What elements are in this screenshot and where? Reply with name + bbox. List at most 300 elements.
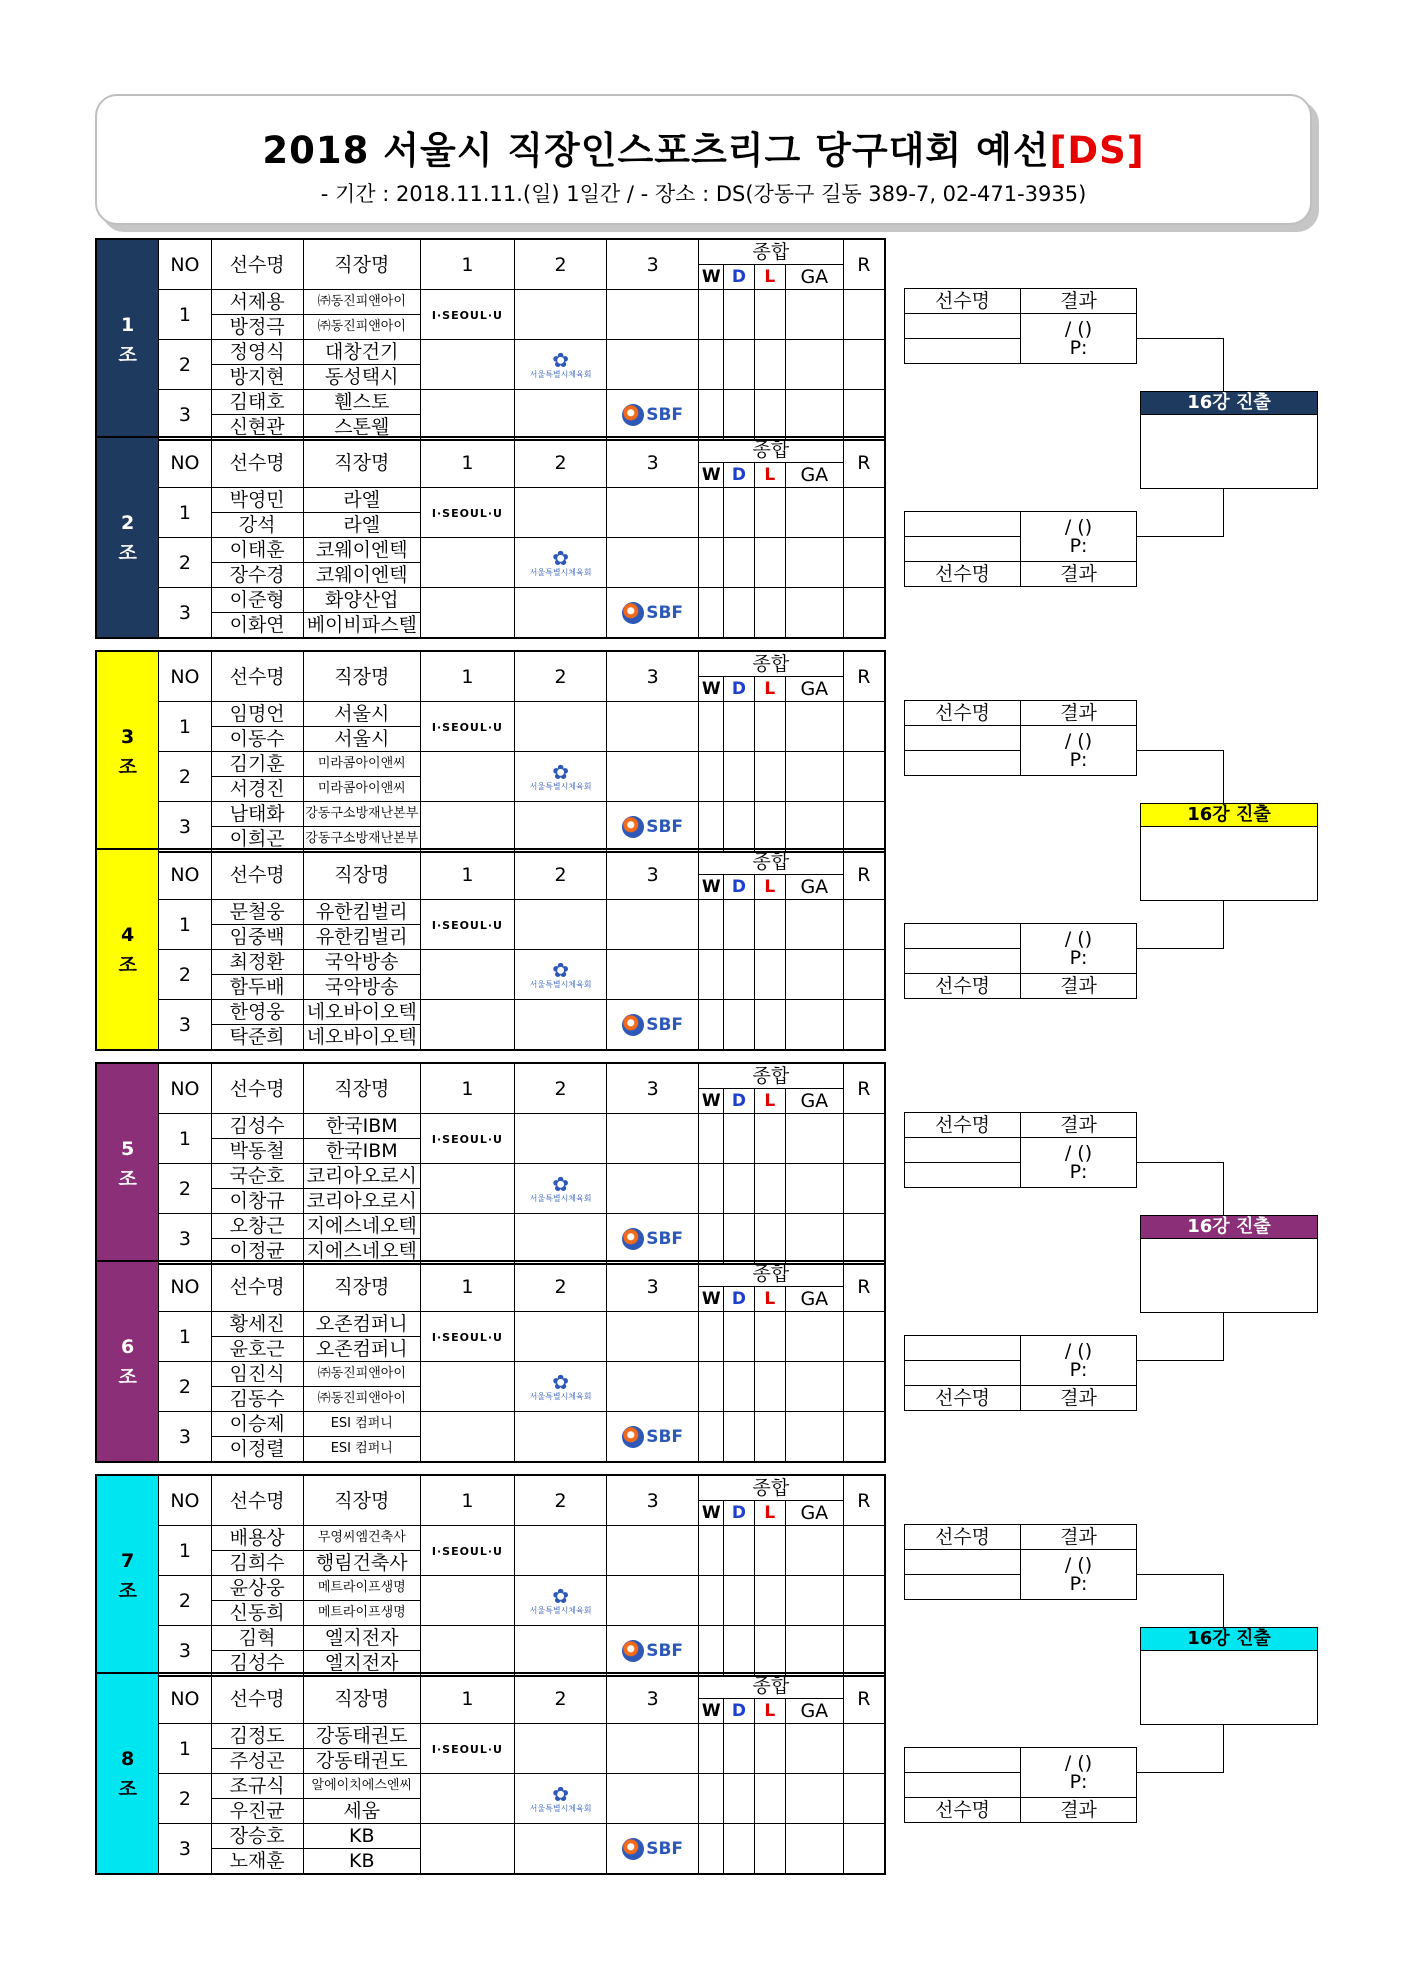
team-no: 1 [159, 1312, 211, 1362]
score-cell[interactable] [515, 1526, 607, 1576]
w-cell[interactable] [699, 1576, 724, 1626]
w-cell[interactable] [699, 1312, 724, 1362]
team-no: 1 [159, 1526, 211, 1576]
bracket-player-cell[interactable] [905, 1361, 1021, 1386]
bracket-player-cell[interactable] [905, 949, 1021, 974]
l-cell[interactable] [754, 588, 785, 639]
l-cell[interactable] [754, 1774, 785, 1824]
score-cell[interactable] [420, 802, 514, 853]
company-name: 미라콤아이앤씨 [303, 777, 420, 802]
col-round-1: 1 [420, 1261, 514, 1312]
l-cell[interactable] [754, 1000, 785, 1051]
ball-icon [622, 1014, 644, 1036]
w-cell[interactable] [699, 1214, 724, 1265]
player-name: 이승제 [211, 1412, 303, 1437]
table-row [96, 390, 885, 415]
bracket-result-cell[interactable]: / () P: [1021, 924, 1137, 974]
group-suffix: 조 [118, 541, 137, 564]
l-cell[interactable] [754, 1526, 785, 1576]
l-cell[interactable] [754, 702, 785, 752]
table-row [96, 1312, 885, 1337]
l-cell[interactable] [754, 390, 785, 441]
player-name: 함두배 [211, 975, 303, 1000]
score-cell[interactable] [515, 1626, 607, 1677]
l-cell[interactable] [754, 538, 785, 588]
rank-cell[interactable] [843, 390, 885, 441]
rank-cell[interactable] [843, 340, 885, 390]
score-cell[interactable] [515, 588, 607, 639]
group-label: 7 조 [96, 1475, 159, 1676]
bracket-player-cell[interactable] [905, 314, 1021, 339]
table-row [96, 1164, 885, 1189]
team-no: 3 [159, 802, 211, 853]
company-name: 휀스토 [303, 390, 420, 415]
self-cell [607, 1000, 699, 1051]
score-cell[interactable] [420, 752, 514, 802]
ball-icon [622, 602, 644, 624]
d-cell[interactable] [724, 390, 754, 441]
ga-cell[interactable] [786, 1526, 844, 1576]
l-cell[interactable] [754, 340, 785, 390]
w-cell[interactable] [699, 802, 724, 853]
col-player: 선수명 [211, 651, 303, 702]
rank-cell[interactable] [843, 1000, 885, 1051]
advance-label: 16강 진출 [1141, 392, 1317, 415]
table-row [96, 752, 885, 777]
w-cell[interactable] [699, 1412, 724, 1463]
w-cell[interactable] [699, 900, 724, 950]
d-cell[interactable] [724, 1526, 754, 1576]
group-table-2 [95, 436, 886, 639]
col-rank: R [843, 1673, 885, 1724]
bracket-player-cell[interactable] [905, 1163, 1021, 1188]
ga-cell[interactable] [786, 488, 844, 538]
group-table-7 [95, 1474, 886, 1677]
rank-cell[interactable] [843, 702, 885, 752]
bracket-player-header: 선수명 [905, 1386, 1021, 1411]
advance-box[interactable] [1140, 1627, 1318, 1725]
col-round-1: 1 [420, 651, 514, 702]
ga-cell[interactable] [786, 1824, 844, 1875]
ga-cell[interactable] [786, 1412, 844, 1463]
w-cell[interactable] [699, 290, 724, 340]
player-name: 장승호 [211, 1824, 303, 1849]
score-cell[interactable] [515, 488, 607, 538]
ga-cell[interactable] [786, 1626, 844, 1677]
self-cell [515, 340, 607, 390]
ga-cell[interactable] [786, 538, 844, 588]
l-cell[interactable] [754, 1214, 785, 1265]
ga-cell[interactable] [786, 1164, 844, 1214]
company-name: 국악방송 [303, 950, 420, 975]
w-cell[interactable] [699, 588, 724, 639]
score-cell[interactable] [515, 702, 607, 752]
bracket-player-cell[interactable] [905, 726, 1021, 751]
team-no: 3 [159, 1412, 211, 1463]
d-cell[interactable] [724, 702, 754, 752]
score-cell[interactable] [420, 1214, 514, 1265]
rank-cell[interactable] [843, 488, 885, 538]
company-name: 메트라이프생명 [303, 1601, 420, 1626]
sbf-logo: SBF [607, 1014, 698, 1036]
w-cell[interactable] [699, 1114, 724, 1164]
w-cell[interactable] [699, 702, 724, 752]
col-round-2: 2 [515, 1261, 607, 1312]
title-box [95, 94, 1312, 225]
w-cell[interactable] [699, 1724, 724, 1774]
bracket-player-cell[interactable] [905, 924, 1021, 949]
bracket-result-cell[interactable]: / () P: [1021, 314, 1137, 364]
l-cell[interactable] [754, 1626, 785, 1677]
l-cell[interactable] [754, 752, 785, 802]
company-name: 한국IBM [303, 1139, 420, 1164]
l-cell[interactable] [754, 950, 785, 1000]
score-cell[interactable] [515, 390, 607, 441]
col-no: NO [159, 651, 211, 702]
rank-cell[interactable] [843, 1526, 885, 1576]
sbf-logo: SBF [607, 602, 698, 624]
col-l: L [754, 463, 785, 488]
bracket-result-cell[interactable]: / () P: [1021, 512, 1137, 562]
d-cell[interactable] [724, 340, 754, 390]
bracket-lower [904, 1335, 1137, 1411]
d-cell[interactable] [724, 950, 754, 1000]
score-cell[interactable] [607, 1526, 699, 1576]
bracket-result-cell[interactable]: / () P: [1021, 1550, 1137, 1600]
d-cell[interactable] [724, 1724, 754, 1774]
col-no: NO [159, 1063, 211, 1114]
ga-cell[interactable] [786, 802, 844, 853]
l-cell[interactable] [754, 1576, 785, 1626]
score-cell[interactable] [420, 1412, 514, 1463]
w-cell[interactable] [699, 950, 724, 1000]
player-name: 문철웅 [211, 900, 303, 925]
ga-cell[interactable] [786, 702, 844, 752]
ga-cell[interactable] [786, 1576, 844, 1626]
score-cell[interactable] [515, 802, 607, 853]
col-round-1: 1 [420, 1673, 514, 1724]
ga-cell[interactable] [786, 1214, 844, 1265]
advance-box[interactable] [1140, 803, 1318, 901]
company-name: 강동구소방재난본부 [303, 802, 420, 827]
col-rank: R [843, 849, 885, 900]
col-round-2: 2 [515, 437, 607, 488]
company-name: 코리아오로시 [303, 1164, 420, 1189]
rank-cell[interactable] [843, 1114, 885, 1164]
w-cell[interactable] [699, 1526, 724, 1576]
score-cell[interactable] [515, 1000, 607, 1051]
score-cell[interactable] [515, 1312, 607, 1362]
col-ga: GA [786, 1501, 844, 1526]
rank-cell[interactable] [843, 950, 885, 1000]
score-cell[interactable] [420, 390, 514, 441]
score-cell[interactable] [420, 950, 514, 1000]
d-cell[interactable] [724, 1312, 754, 1362]
score-cell[interactable] [607, 752, 699, 802]
score-cell[interactable] [607, 702, 699, 752]
bracket-player-cell[interactable] [905, 339, 1021, 364]
col-company: 직장명 [303, 1063, 420, 1114]
group-table-1 [95, 238, 886, 441]
rank-cell[interactable] [843, 1312, 885, 1362]
col-round-1: 1 [420, 849, 514, 900]
w-cell[interactable] [699, 1774, 724, 1824]
self-cell [607, 802, 699, 853]
l-cell[interactable] [754, 900, 785, 950]
rank-cell[interactable] [843, 1362, 885, 1412]
player-name: 배용상 [211, 1526, 303, 1551]
w-cell[interactable] [699, 1000, 724, 1051]
d-cell[interactable] [724, 1774, 754, 1824]
score-cell[interactable] [420, 588, 514, 639]
player-name: 탁준희 [211, 1025, 303, 1051]
rank-cell[interactable] [843, 1724, 885, 1774]
d-cell[interactable] [724, 802, 754, 853]
w-cell[interactable] [699, 390, 724, 441]
w-cell[interactable] [699, 1362, 724, 1412]
score-cell[interactable] [607, 1576, 699, 1626]
company-name: 화양산업 [303, 588, 420, 613]
bracket-player-cell[interactable] [905, 1336, 1021, 1361]
rank-cell[interactable] [843, 1774, 885, 1824]
bracket-result-cell[interactable]: / () P: [1021, 1748, 1137, 1798]
w-cell[interactable] [699, 488, 724, 538]
bracket-player-cell[interactable] [905, 751, 1021, 776]
score-cell[interactable] [420, 1576, 514, 1626]
bracket-player-cell[interactable] [905, 1748, 1021, 1773]
col-round-2: 2 [515, 651, 607, 702]
score-cell[interactable] [420, 340, 514, 390]
col-total: 종합 [699, 239, 843, 265]
l-cell[interactable] [754, 802, 785, 853]
rank-cell[interactable] [843, 1626, 885, 1677]
d-cell[interactable] [724, 1362, 754, 1412]
w-cell[interactable] [699, 1164, 724, 1214]
l-cell[interactable] [754, 1362, 785, 1412]
score-cell[interactable] [420, 1164, 514, 1214]
ga-cell[interactable] [786, 390, 844, 441]
flower-icon: ✿ [552, 347, 569, 372]
ga-cell[interactable] [786, 340, 844, 390]
col-no: NO [159, 437, 211, 488]
rank-cell[interactable] [843, 1824, 885, 1875]
w-cell[interactable] [699, 340, 724, 390]
col-l: L [754, 1287, 785, 1312]
ball-icon [622, 1640, 644, 1662]
score-cell[interactable] [420, 1000, 514, 1051]
l-cell[interactable] [754, 1164, 785, 1214]
col-company: 직장명 [303, 239, 420, 290]
bracket-player-cell[interactable] [905, 1773, 1021, 1798]
ga-cell[interactable] [786, 950, 844, 1000]
score-cell[interactable] [607, 488, 699, 538]
l-cell[interactable] [754, 1824, 785, 1875]
col-round-3: 3 [607, 239, 699, 290]
rank-cell[interactable] [843, 538, 885, 588]
d-cell[interactable] [724, 1164, 754, 1214]
rank-cell[interactable] [843, 900, 885, 950]
rank-cell[interactable] [843, 1214, 885, 1265]
table-row [96, 1362, 885, 1387]
score-cell[interactable] [607, 1724, 699, 1774]
bracket-result-cell[interactable]: / () P: [1021, 1336, 1137, 1386]
score-cell[interactable] [515, 1412, 607, 1463]
score-cell[interactable] [607, 538, 699, 588]
score-cell[interactable] [515, 1114, 607, 1164]
team-no: 2 [159, 1774, 211, 1824]
self-cell [607, 1412, 699, 1463]
ga-cell[interactable] [786, 290, 844, 340]
table-row [96, 900, 885, 925]
col-d: D [724, 1501, 754, 1526]
bracket-player-cell[interactable] [905, 1575, 1021, 1600]
table-row [96, 1526, 885, 1551]
ball-icon [622, 404, 644, 426]
rank-cell[interactable] [843, 1576, 885, 1626]
bracket-result-cell[interactable]: / () P: [1021, 1138, 1137, 1188]
player-name: 김기훈 [211, 752, 303, 777]
score-cell[interactable] [607, 1312, 699, 1362]
bracket-player-cell[interactable] [905, 1138, 1021, 1163]
ga-cell[interactable] [786, 588, 844, 639]
score-cell[interactable] [420, 538, 514, 588]
bracket-player-cell[interactable] [905, 1550, 1021, 1575]
company-name: 무영씨엠건축사 [303, 1526, 420, 1551]
d-cell[interactable] [724, 1214, 754, 1265]
bracket-result-header: 결과 [1021, 289, 1137, 314]
d-cell[interactable] [724, 752, 754, 802]
col-w: W [699, 677, 724, 702]
flower-icon: ✿ [552, 957, 569, 982]
company-name: 라엘 [303, 513, 420, 538]
col-w: W [699, 1089, 724, 1114]
rank-cell[interactable] [843, 290, 885, 340]
score-cell[interactable] [607, 290, 699, 340]
ball-icon [622, 816, 644, 838]
ga-cell[interactable] [786, 1362, 844, 1412]
ga-cell[interactable] [786, 1114, 844, 1164]
table-row [96, 488, 885, 513]
bracket-player-cell[interactable] [905, 512, 1021, 537]
l-cell[interactable] [754, 1724, 785, 1774]
rank-cell[interactable] [843, 1412, 885, 1463]
ga-cell[interactable] [786, 1312, 844, 1362]
self-cell [515, 538, 607, 588]
col-w: W [699, 1287, 724, 1312]
player-name: 김성수 [211, 1651, 303, 1677]
rank-cell[interactable] [843, 752, 885, 802]
title-tag: [DS] [1049, 129, 1145, 172]
d-cell[interactable] [724, 1824, 754, 1875]
company-name: 유한킴벌리 [303, 900, 420, 925]
sports-council-logo: ✿ 서울특별시체육회 [529, 1583, 592, 1615]
score-cell[interactable] [607, 1114, 699, 1164]
score-cell[interactable] [420, 1824, 514, 1875]
bracket-result-cell[interactable]: / () P: [1021, 726, 1137, 776]
score-cell[interactable] [515, 290, 607, 340]
score-cell[interactable] [515, 1824, 607, 1875]
d-cell[interactable] [724, 900, 754, 950]
l-cell[interactable] [754, 1114, 785, 1164]
player-name: 김성수 [211, 1114, 303, 1139]
score-cell[interactable] [607, 900, 699, 950]
l-cell[interactable] [754, 1312, 785, 1362]
company-name: 스톤웰 [303, 415, 420, 441]
player-name: 이정균 [211, 1239, 303, 1265]
group-suffix: 조 [118, 1365, 137, 1388]
ga-cell[interactable] [786, 900, 844, 950]
score-cell[interactable] [420, 1626, 514, 1677]
self-cell [515, 1362, 607, 1412]
col-company: 직장명 [303, 1475, 420, 1526]
ga-cell[interactable] [786, 1724, 844, 1774]
col-rank: R [843, 239, 885, 290]
company-name: 코리아오로시 [303, 1189, 420, 1214]
rank-cell[interactable] [843, 1164, 885, 1214]
ga-cell[interactable] [786, 1774, 844, 1824]
bracket-player-header: 선수명 [905, 562, 1021, 587]
seoul-logo: I·SEOUL·U [431, 1545, 503, 1558]
col-d: D [724, 463, 754, 488]
team-no: 2 [159, 1576, 211, 1626]
d-cell[interactable] [724, 1114, 754, 1164]
w-cell[interactable] [699, 1626, 724, 1677]
score-cell[interactable] [607, 1774, 699, 1824]
score-cell[interactable] [607, 1362, 699, 1412]
col-w: W [699, 1699, 724, 1724]
advance-box[interactable] [1140, 1215, 1318, 1313]
d-cell[interactable] [724, 1576, 754, 1626]
score-cell[interactable] [515, 900, 607, 950]
score-cell[interactable] [515, 1214, 607, 1265]
advance-box[interactable] [1140, 391, 1318, 489]
w-cell[interactable] [699, 752, 724, 802]
l-cell[interactable] [754, 488, 785, 538]
d-cell[interactable] [724, 1000, 754, 1051]
score-cell[interactable] [607, 950, 699, 1000]
table-row [96, 1576, 885, 1601]
w-cell[interactable] [699, 538, 724, 588]
l-cell[interactable] [754, 290, 785, 340]
score-cell[interactable] [607, 340, 699, 390]
d-cell[interactable] [724, 588, 754, 639]
score-cell[interactable] [420, 1362, 514, 1412]
ga-cell[interactable] [786, 752, 844, 802]
w-cell[interactable] [699, 1824, 724, 1875]
ga-cell[interactable] [786, 1000, 844, 1051]
col-round-3: 3 [607, 651, 699, 702]
rank-cell[interactable] [843, 802, 885, 853]
team-no: 3 [159, 1000, 211, 1051]
d-cell[interactable] [724, 290, 754, 340]
bracket-player-cell[interactable] [905, 537, 1021, 562]
d-cell[interactable] [724, 1626, 754, 1677]
table-row [96, 1412, 885, 1437]
d-cell[interactable] [724, 488, 754, 538]
col-player: 선수명 [211, 1063, 303, 1114]
player-name: 신동희 [211, 1601, 303, 1626]
score-cell[interactable] [420, 1774, 514, 1824]
rank-cell[interactable] [843, 588, 885, 639]
d-cell[interactable] [724, 538, 754, 588]
l-cell[interactable] [754, 1412, 785, 1463]
col-w: W [699, 265, 724, 290]
score-cell[interactable] [607, 1164, 699, 1214]
col-d: D [724, 875, 754, 900]
score-cell[interactable] [515, 1724, 607, 1774]
col-no: NO [159, 239, 211, 290]
d-cell[interactable] [724, 1412, 754, 1463]
